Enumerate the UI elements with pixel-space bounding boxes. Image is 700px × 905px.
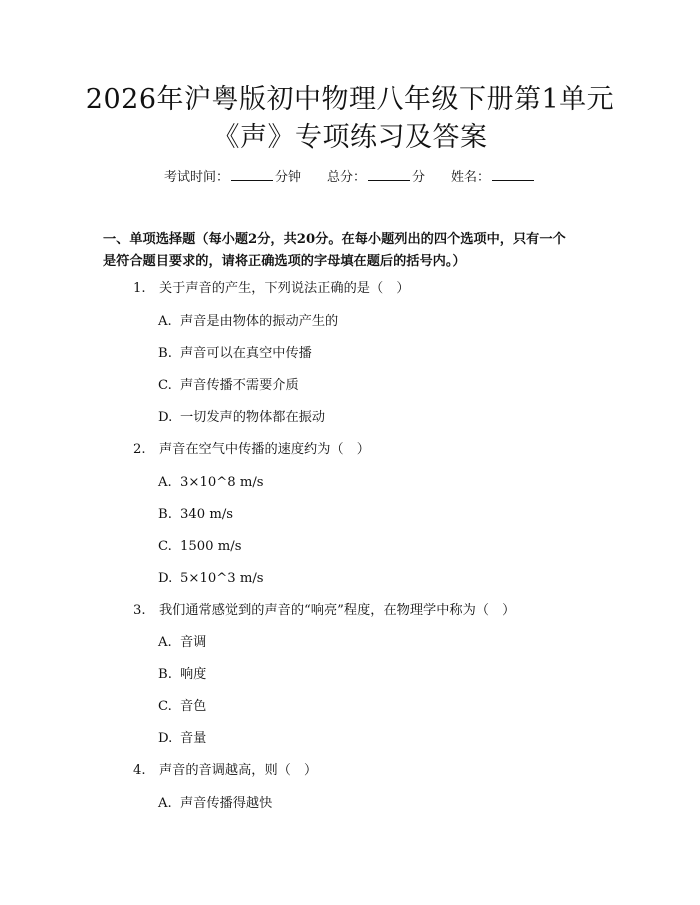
option-label: B. bbox=[158, 346, 172, 361]
option-text: 声音是由物体的振动产生的 bbox=[180, 314, 339, 329]
question-4-option-a[interactable] bbox=[158, 795, 272, 813]
question-2-option-a[interactable] bbox=[158, 474, 264, 492]
option-label: C. bbox=[158, 699, 172, 714]
question-2-option-c[interactable] bbox=[158, 538, 241, 556]
time-label: 考试时间： bbox=[163, 170, 229, 185]
option-text: 5×10^3 m/s bbox=[180, 571, 264, 586]
time-blank[interactable] bbox=[231, 168, 273, 181]
question-3-option-b[interactable] bbox=[158, 666, 206, 684]
question-number: 4. bbox=[133, 763, 146, 778]
option-label: B. bbox=[158, 667, 172, 682]
question-1-option-b[interactable] bbox=[158, 345, 312, 363]
option-label: A. bbox=[158, 635, 172, 650]
question-1-option-d[interactable] bbox=[158, 409, 325, 427]
score-blank[interactable] bbox=[368, 168, 410, 181]
option-text: 3×10^8 m/s bbox=[180, 475, 264, 490]
option-text: 声音可以在真空中传播 bbox=[180, 346, 312, 361]
section-heading-line-1: 一、单项选择题（每小题2分，共20分。在每小题列出的四个选项中，只有一个 bbox=[103, 232, 566, 247]
time-unit: 分钟 bbox=[274, 170, 301, 185]
question-text: 我们通常感觉到的声音的“响亮”程度，在物理学中称为（ ） bbox=[159, 603, 516, 618]
option-text: 340 m/s bbox=[180, 507, 234, 522]
option-label: A. bbox=[158, 796, 172, 811]
question-text: 声音在空气中传播的速度约为（ ） bbox=[159, 442, 370, 457]
question-1-option-a[interactable] bbox=[158, 313, 338, 331]
name-label: 姓名： bbox=[451, 170, 491, 185]
option-label: B. bbox=[158, 507, 172, 522]
question-1 bbox=[133, 280, 410, 298]
exam-meta bbox=[0, 168, 700, 187]
option-text: 1500 m/s bbox=[180, 539, 242, 554]
option-text: 声音传播得越快 bbox=[180, 796, 273, 811]
question-3-option-d[interactable] bbox=[158, 730, 206, 748]
question-4 bbox=[133, 762, 317, 780]
option-text: 一切发声的物体都在振动 bbox=[180, 410, 326, 425]
section-heading-line-2: 是符合题目要求的，请将正确选项的字母填在题后的括号内。） bbox=[103, 254, 466, 269]
question-3-option-a[interactable] bbox=[158, 634, 206, 652]
question-number: 1. bbox=[133, 281, 146, 296]
option-label: D. bbox=[158, 731, 173, 746]
option-label: C. bbox=[158, 539, 172, 554]
option-label: A. bbox=[158, 314, 172, 329]
option-label: D. bbox=[158, 410, 173, 425]
question-text: 声音的音调越高，则（ ） bbox=[159, 763, 318, 778]
score-unit: 分 bbox=[412, 170, 426, 185]
score-label: 总分： bbox=[326, 170, 366, 185]
question-3-option-c[interactable] bbox=[158, 698, 206, 716]
option-label: D. bbox=[158, 571, 173, 586]
question-number: 3. bbox=[133, 603, 146, 618]
question-number: 2. bbox=[133, 442, 146, 457]
question-1-option-c[interactable] bbox=[158, 377, 299, 395]
option-text: 声音传播不需要介质 bbox=[180, 378, 299, 393]
page-title-line-2: 《声》专项练习及答案 bbox=[212, 122, 488, 153]
option-text: 响度 bbox=[180, 667, 207, 682]
page-title-line-1: 2026年沪粤版初中物理八年级下册第1单元 bbox=[85, 84, 615, 115]
option-text: 音色 bbox=[180, 699, 207, 714]
option-text: 音调 bbox=[180, 635, 207, 650]
question-3 bbox=[133, 602, 515, 620]
question-text: 关于声音的产生，下列说法正确的是（ ） bbox=[159, 281, 410, 296]
option-label: C. bbox=[158, 378, 172, 393]
name-blank[interactable] bbox=[492, 168, 534, 181]
option-text: 音量 bbox=[180, 731, 207, 746]
question-2-option-b[interactable] bbox=[158, 506, 233, 524]
option-label: A. bbox=[158, 475, 172, 490]
question-2 bbox=[133, 441, 370, 459]
question-2-option-d[interactable] bbox=[158, 570, 264, 588]
